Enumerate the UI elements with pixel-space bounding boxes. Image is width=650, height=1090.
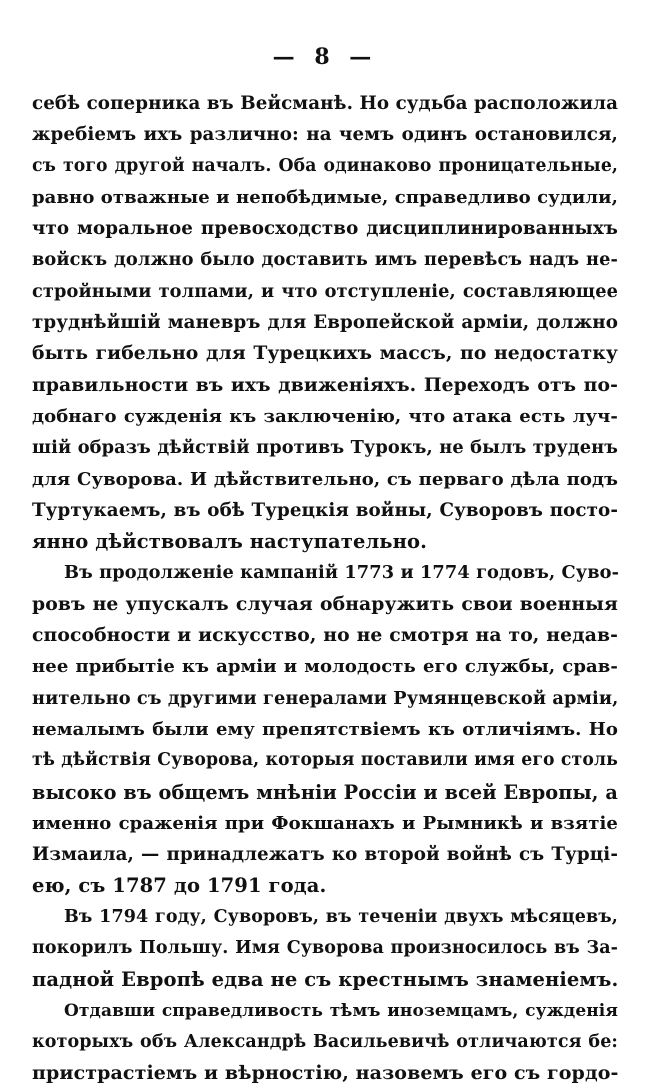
text-line: Туртукаемъ, въ обѣ Турецкія войны, Суворовъ посто-	[32, 499, 618, 521]
text-line: съ того другой началъ. Оба одинаково проницательные,	[32, 155, 618, 176]
paragraph	[32, 902, 618, 996]
paragraph	[32, 88, 618, 557]
text-line: способности и искусство, но не смотря на то, недав-	[32, 624, 618, 647]
text-line: Въ продолженіе кампаній 1773 и 1774 годовъ, Суво-	[64, 562, 620, 584]
text-line: ровъ не упускалъ случая обнаружить свои военныя	[32, 592, 618, 615]
text-line: падной Европѣ едва не съ крестнымъ знаменіемъ.	[32, 968, 619, 992]
text-line: Измаила, — принадлежатъ ко второй войнѣ съ Турці-	[32, 844, 618, 866]
text-line: себѣ соперника въ Вейсманѣ. Но судьба расположила	[32, 93, 618, 114]
text-line: покорилъ Польшу. Имя Суворова произносилось въ За-	[32, 938, 618, 959]
text-line: именно сраженія при Фокшанахъ и Рымникѣ и взятіе	[32, 812, 618, 834]
text-line: шій образъ дѣйствій противъ Турокъ, не былъ труденъ	[32, 437, 618, 459]
text-line: что моральное превосходство дисциплинированныхъ	[32, 218, 618, 240]
page-number: — 8 —	[272, 44, 378, 70]
text-line: добнаго сужденія къ заключенію, что атака есть луч-	[32, 405, 618, 427]
text-line: Въ 1794 году, Суворовъ, въ теченіи двухъ мѣсяцевъ,	[64, 906, 618, 927]
text-line: жребіемъ ихъ различно: на чемъ одинъ остановился,	[32, 124, 618, 146]
text-line: нительно съ другими генералами Румянцевской арміи,	[32, 687, 619, 709]
text-line: пристрастіемъ и вѣрностію, назовемъ его съ гордо-	[32, 1062, 619, 1085]
text-line: тѣ дѣйствія Суворова, которыя поставили имя его столь	[32, 750, 618, 771]
text-line: немалымъ были ему препятствіемъ къ отличіямъ. Но	[32, 718, 618, 740]
paragraph	[32, 557, 618, 901]
text-line: янно дѣйствовалъ наступательно.	[32, 530, 428, 554]
text-line: Отдавши справедливость тѣмъ иноземцамъ, сужденія	[64, 1000, 618, 1021]
text-line: труднѣйшій маневръ для Европейской арміи, должно	[32, 312, 618, 334]
text-line: равно отважные и непобѣдимые, справедливо судили,	[32, 186, 618, 208]
paragraph	[32, 996, 618, 1090]
text-line: нее прибытіе къ арміи и молодость его службы, срав-	[32, 656, 618, 678]
text-line: для Суворова. И дѣйствительно, съ перваго дѣла подъ	[32, 468, 618, 490]
text-line: которыхъ объ Александрѣ Васильевичѣ отличаются бе:	[32, 1031, 618, 1052]
body-text	[32, 88, 618, 1090]
text-line: быть гибельно для Турецкихъ массъ, по недостатку	[32, 342, 618, 365]
text-line: ею, съ 1787 до 1791 года.	[32, 874, 327, 898]
text-line: высоко въ общемъ мнѣніи Россіи и всей Европы, а	[32, 780, 618, 804]
text-line: стройными толпами, и что отступленіе, составляющее	[32, 280, 618, 302]
text-line: правильности въ ихъ движеніяхъ. Переходъ отъ по-	[32, 373, 618, 396]
text-line: войскъ должно было доставить имъ перевѣсъ надъ не-	[32, 249, 618, 271]
